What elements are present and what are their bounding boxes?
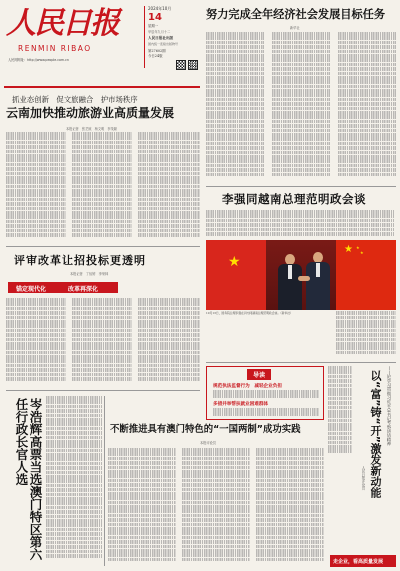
body-text-column xyxy=(6,132,66,242)
premier-photo xyxy=(206,240,396,310)
handshake xyxy=(298,276,310,281)
body-text-column xyxy=(138,298,200,386)
top-article-body xyxy=(206,32,396,182)
top-headline: 努力完成全年经济社会发展目标任务 xyxy=(206,8,386,21)
macao-main-body xyxy=(108,448,324,566)
premier-photo-caption: 10月13日，国务院总理李强在河内同越南总理范明政会谈。（新华社） xyxy=(206,311,293,315)
guide-item-summary xyxy=(213,408,319,416)
body-text-column xyxy=(206,32,264,182)
commentary-subtitle: ——论学习贯彻习近平总书记考察讲话精神 xyxy=(387,366,392,446)
masthead-date-block xyxy=(148,6,200,58)
reform-tag-bar xyxy=(8,282,118,293)
star-icon: ★ xyxy=(360,250,364,255)
masthead-lunar: 甲辰年九月十二 xyxy=(148,30,171,34)
reform-headline: 评审改革让招投标更透明 xyxy=(14,254,146,267)
top-headline-byline: 新华社 xyxy=(290,26,300,30)
masthead-pinyin: RENMIN RIBAO xyxy=(18,44,92,53)
bottom-right-label: 走企业，看高质量发展 xyxy=(333,559,384,565)
yunnan-headline: 云南加快推动旅游业高质量发展 xyxy=(6,106,175,120)
masthead xyxy=(4,4,200,84)
masthead-date: 2024年10月 xyxy=(148,6,172,11)
masthead-rule xyxy=(4,86,200,88)
yunnan-kicker: 抓业态创新 促文旅融合 护市场秩序 xyxy=(12,95,138,104)
star-icon: ★ xyxy=(344,244,353,255)
masthead-divider xyxy=(144,6,145,68)
masthead-day: 14 xyxy=(148,12,162,23)
section-divider xyxy=(6,246,200,247)
body-text-column xyxy=(138,132,200,242)
macao-vertical-body xyxy=(46,396,102,566)
body-text-column xyxy=(46,396,102,566)
guide-item[interactable]: 多措并举帮扶就业困难群体 xyxy=(213,402,269,407)
body-text-column xyxy=(72,132,132,242)
body-text-column xyxy=(206,210,394,240)
star-icon: ★ xyxy=(228,254,241,270)
guide-item-summary xyxy=(213,390,319,398)
section-divider xyxy=(6,390,200,391)
masthead-weekday: 星期一 xyxy=(148,24,159,28)
column-divider xyxy=(104,396,105,566)
reform-body xyxy=(6,298,200,386)
body-text-column xyxy=(182,448,250,566)
vietnam-flag xyxy=(206,240,266,310)
body-text-column xyxy=(6,298,66,386)
yunnan-byline: 本报记者 张艺琼 杨文明 李茂颖 xyxy=(66,127,117,131)
masthead-org: 人民日报社出版 xyxy=(148,36,174,40)
star-icon: ★ xyxy=(356,245,360,250)
premier-headline: 李强同越南总理范明政会谈 xyxy=(222,192,366,206)
qr-code-icon xyxy=(176,60,186,70)
masthead-pages: 今日24版 xyxy=(148,54,163,58)
person-figure xyxy=(306,252,330,310)
person-figure xyxy=(278,254,302,310)
masthead-issue: 第27602期 xyxy=(148,49,166,53)
commentary-column xyxy=(328,366,396,556)
guide-label: 导读 xyxy=(247,369,271,380)
body-text-column xyxy=(256,448,324,566)
section-divider xyxy=(206,362,396,363)
body-text-column xyxy=(108,448,176,566)
qr-code-icon xyxy=(188,60,198,70)
macao-main-byline: 本报评论员 xyxy=(200,441,216,445)
body-text-column xyxy=(328,366,352,456)
commentary-author: 人民日报评论员 xyxy=(361,466,365,490)
reform-tag-right: 改革再深化 xyxy=(68,286,99,293)
masthead-logo: 人民日报 xyxy=(6,6,118,41)
guide-item[interactable]: 规范执法监督行为 减轻企业负担 xyxy=(213,384,282,389)
macao-main-headline: 不断推进具有澳门特色的“一国两制”成功实践 xyxy=(110,424,301,435)
commentary-headline: 以“富”铸“开”激发新动能 xyxy=(369,370,382,498)
yunnan-body xyxy=(6,132,200,242)
masthead-website: 人民网网址：http://www.people.com.cn xyxy=(8,58,69,62)
reform-byline: 本报记者 丁怡婷 李荣林 xyxy=(70,272,109,276)
body-text-column xyxy=(338,32,396,182)
masthead-codes: 国内统一连续出版物号 xyxy=(148,42,179,46)
macao-vertical-headline: 岑浩辉高票当选澳门特区第六任行政长官人选 xyxy=(14,398,43,561)
reform-tag-left: 锚定现代化 xyxy=(16,286,47,293)
section-divider xyxy=(206,186,396,187)
bottom-right-banner[interactable] xyxy=(330,555,396,567)
body-text-column xyxy=(72,298,132,386)
body-text-column xyxy=(272,32,330,182)
guide-box xyxy=(206,366,324,420)
